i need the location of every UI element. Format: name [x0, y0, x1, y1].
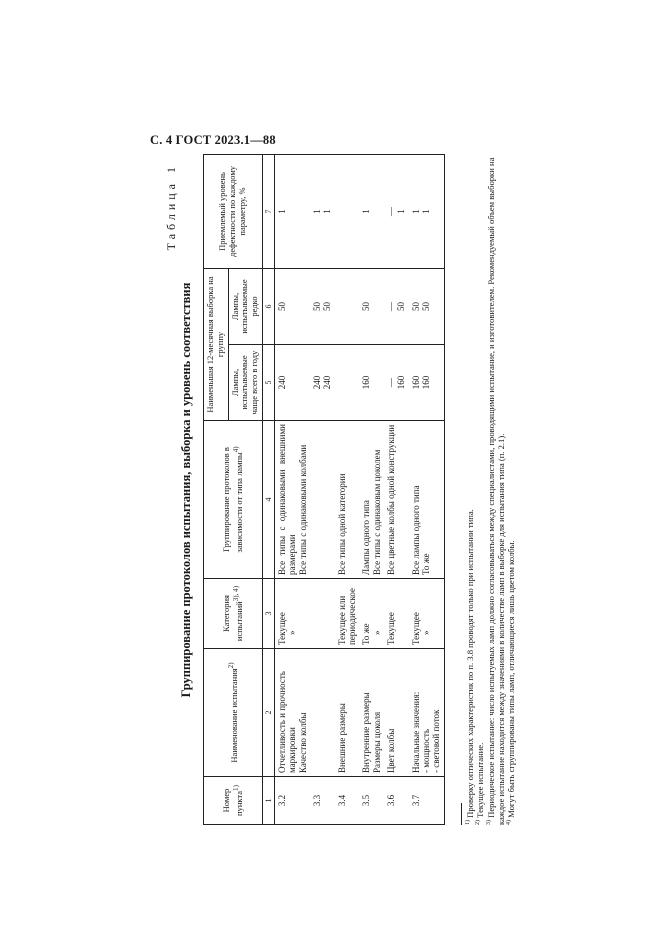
cell-line: Текущее [386, 612, 397, 645]
cell-line: Все типы одной категории [336, 473, 347, 575]
cell-line: Размеры цоколя [371, 711, 382, 773]
table-row [384, 154, 409, 824]
cell-sample-regular [275, 345, 311, 421]
cell-acceptance [409, 154, 445, 268]
cell-category [335, 579, 360, 649]
cell-line: Все типы с одинаковыми колбами [297, 444, 308, 575]
cell-grouping [359, 421, 384, 579]
cell-name [359, 649, 384, 777]
header-category: Категория испытаний$^{3), 4)}$ [204, 579, 263, 649]
footnote: $^{1)}$ Проверку оптических характеристик по п. 3.8 проводят только при испытании типа. [465, 509, 475, 825]
column-number: 3 [262, 579, 274, 649]
cell-sample-rare [359, 268, 384, 344]
cell-line: » [287, 630, 298, 635]
column-number: 7 [262, 154, 274, 268]
cell-num: 3.5 [359, 777, 384, 825]
cell-line: 160 [361, 375, 372, 390]
cell-line: То же [361, 623, 372, 645]
cell-line: - световой поток [431, 709, 442, 773]
cell-line: — [386, 378, 397, 387]
cell-line: 1 [322, 209, 333, 214]
cell-line: Отчетливость и прочность маркировки [277, 671, 298, 773]
cell-line: 50 [410, 302, 421, 311]
cell-name [409, 649, 445, 777]
cell-category [409, 579, 445, 649]
cell-acceptance [359, 154, 384, 268]
cell-line: 240 [322, 375, 333, 390]
cell-line: 50 [396, 302, 407, 311]
footnote: $^{2)}$ Текущее испытание. [475, 742, 486, 825]
cell-line: 1 [410, 209, 421, 214]
column-number: 2 [262, 649, 274, 777]
cell-category [359, 579, 384, 649]
cell-sample-rare [384, 268, 409, 344]
table-caption: Таблица 1 [164, 163, 178, 251]
cell-name [384, 649, 409, 777]
main-table [203, 154, 445, 825]
cell-sample-rare [409, 268, 445, 344]
cell-sample-regular [359, 345, 384, 421]
cell-line: Начальные значения: [410, 691, 421, 773]
cell-acceptance [275, 154, 311, 268]
cell-line: 1 [361, 209, 372, 214]
cell-category [384, 579, 409, 649]
cell-sample-rare [310, 268, 335, 344]
cell-line: 240 [277, 375, 288, 390]
page-header: С. 4 ГОСТ 2023.1—88 [150, 133, 276, 147]
cell-line: 50 [312, 302, 323, 311]
cell-line: Все цветные колбы одной конструкции [386, 424, 397, 575]
header-acceptance: Приемлемый уровень дефектности по каждому параметру, % [204, 154, 263, 268]
column-number: 4 [262, 421, 274, 579]
cell-sample-regular [310, 345, 335, 421]
cell-acceptance [384, 154, 409, 268]
cell-category [310, 579, 335, 649]
cell-line: Все лампы одного типа [410, 485, 421, 575]
cell-line: Текущее или периодическое [336, 587, 358, 645]
cell-num: 3.2 [275, 777, 311, 825]
cell-grouping [310, 421, 335, 579]
cell-line: — [386, 206, 397, 216]
cell-category [275, 579, 311, 649]
table-row [335, 154, 360, 824]
cell-sample-regular [384, 345, 409, 421]
cell-name [335, 649, 360, 777]
cell-line: 50 [421, 302, 432, 311]
cell-line: Все типы с одинаковым цоколем [371, 449, 382, 575]
cell-grouping [275, 421, 311, 579]
table-row [409, 154, 445, 824]
cell-line: 50 [361, 302, 372, 311]
cell-line: Текущее [410, 612, 421, 645]
cell-line: Лампы одного типа [361, 500, 372, 575]
cell-line: 1 [396, 209, 407, 214]
header-sample-rare: Лампы, испытываемые редко [228, 268, 262, 344]
header-sample-group: Наименьшая 12-месячная выборка на группу [204, 268, 229, 420]
cell-name [275, 649, 311, 777]
rotated-table-block [164, 155, 517, 825]
cell-line: Внешние размеры [336, 703, 347, 773]
cell-acceptance [310, 154, 335, 268]
cell-acceptance [335, 154, 360, 268]
cell-line: Все типы с одинаковыми внешними размерами [277, 424, 298, 575]
column-number: 5 [262, 345, 274, 421]
table-title: Группирование протоколов испытания, выборка и уровень соответствия [179, 282, 193, 698]
header-sample-regular: Лампы, испытываемые чаще всего в году [228, 345, 262, 421]
cell-grouping [409, 421, 445, 579]
cell-name [310, 649, 335, 777]
cell-sample-rare [335, 268, 360, 344]
footnote-divider [461, 803, 462, 825]
cell-sample-regular [409, 345, 445, 421]
cell-line: - мощность [421, 729, 432, 773]
cell-line: 50 [277, 302, 288, 311]
footnote: $^{4)}$ Могут быть сгруппированы типы ламп, отличающиеся лишь цветом колбы. [506, 540, 517, 825]
header-num: Номер пункта$^{1)}$ [204, 777, 263, 825]
table-row [359, 154, 384, 824]
cell-line: 160 [421, 375, 432, 390]
cell-line: » [421, 630, 432, 635]
cell-line: » [371, 630, 382, 635]
column-number: 1 [262, 777, 274, 825]
cell-line: Цвет колбы [386, 728, 397, 773]
footnotes [465, 155, 517, 825]
cell-num: 3.4 [335, 777, 360, 825]
cell-num: 3.7 [409, 777, 445, 825]
cell-line: 160 [410, 375, 421, 390]
column-number: 6 [262, 268, 274, 344]
cell-grouping [384, 421, 409, 579]
cell-line: То же [421, 553, 432, 575]
table-row [275, 154, 311, 824]
cell-line: Внутренние размеры [361, 692, 372, 773]
cell-line: — [386, 302, 397, 311]
header-name: Наименование испытания$^{2)}$ [204, 649, 263, 777]
cell-line: 240 [312, 375, 323, 390]
cell-grouping [335, 421, 360, 579]
cell-line: 160 [396, 375, 407, 390]
cell-sample-rare [275, 268, 311, 344]
cell-line: 50 [322, 302, 333, 311]
table-row [310, 154, 335, 824]
cell-line: 1 [312, 209, 323, 214]
cell-line: 1 [277, 209, 288, 214]
cell-num: 3.6 [384, 777, 409, 825]
cell-sample-regular [335, 345, 360, 421]
cell-line: Текущее [277, 612, 288, 645]
header-grouping: Группирование протоколов в зависимости от типа лампы$^{4)}$ [204, 421, 263, 579]
cell-line: 1 [421, 209, 432, 214]
cell-line: Качество колбы [297, 712, 308, 773]
cell-num: 3.3 [310, 777, 335, 825]
footnote: $^{3)}$ Периодическое испытание: число испытуемых ламп должно согласовываться между специалистами, проводящими испытание, и изготовителем. Рекомендуемый объем выборки на каждое испытание находится между значениями в количестве ламп в выборке для испытания типа (п. 2.1). [485, 157, 506, 825]
